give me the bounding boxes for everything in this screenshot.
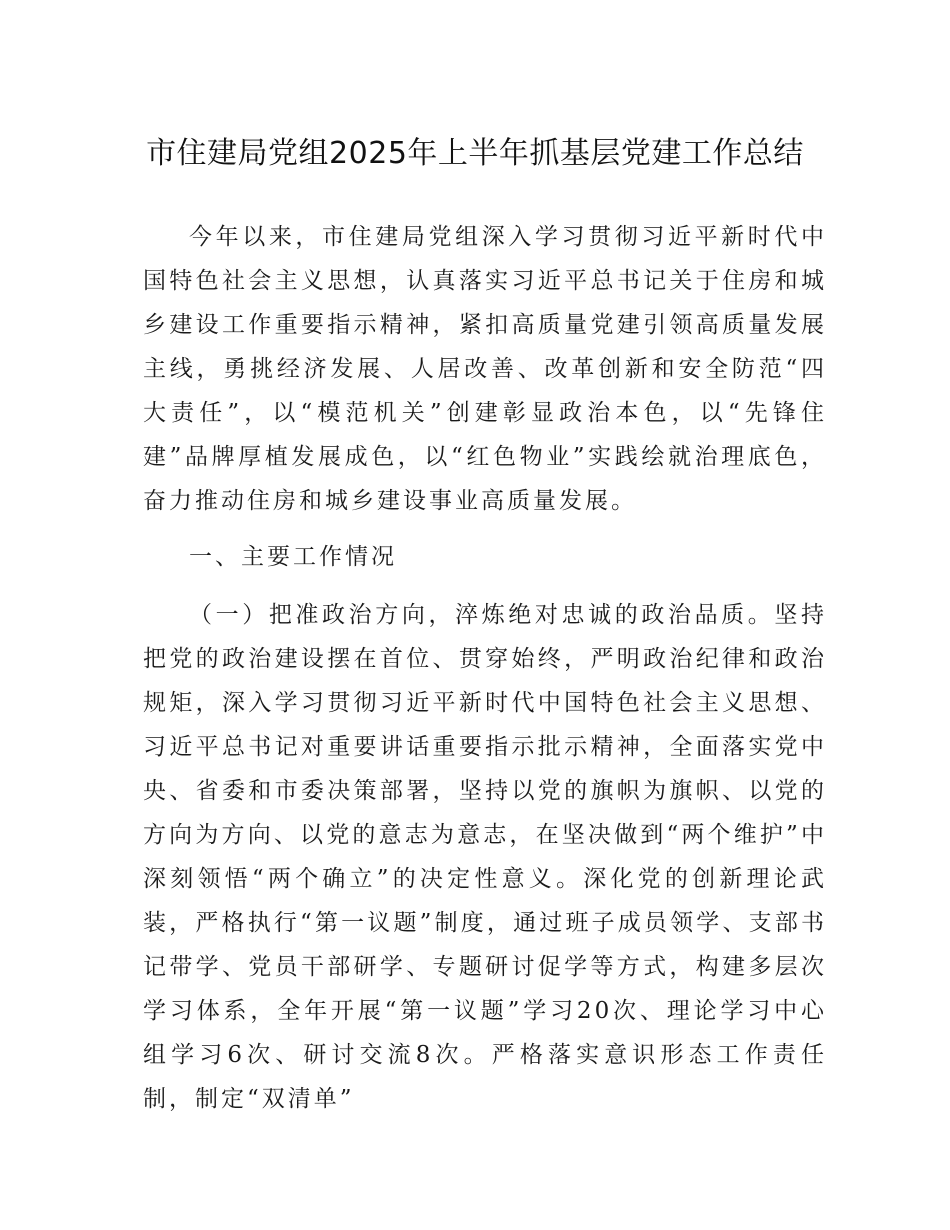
intro-paragraph: 今年以来，市住建局党组深入学习贯彻习近平新时代中国特色社会主义思想，认真落实习近平总书记关于住房和城乡建设工作重要指示精神，紧扣高质量党建引领高质量发展主线，勇挑经济发展、人居改善、改革创新和安全防范“四大责任”，以“模范机关”创建彰显政治本色，以“先锋住建”品牌厚植发展成色，以“红色物业”实践绘就治理底色，奋力推动住房和城乡建设事业高质量发展。 (143, 224, 827, 514)
document-title: 市住建局党组2025年上半年抓基层党建工作总结 (146, 136, 804, 172)
subsection-political-direction: （一）把准政治方向，淬炼绝对忠诚的政治品质。坚持把党的政治建设摆在首位、贯穿始终，严明政治纪律和政治规矩，深入学习贯彻习近平新时代中国特色社会主义思想、习近平总书记对重要讲话重要指示批示精神，全面落实党中央、省委和市委决策部署，坚持以党的旗帜为旗帜、以党的方向为方向、以党的意志为意志，在坚决做到“两个维护”中深刻领悟“两个确立”的决定性意义。深化党的创新理论武装，严格执行“第一议题”制度，通过班子成员领学、支部书记带学、党员干部研学、专题研讨促学等方式，构建多层次学习体系，全年开展“第一议题”学习20次、理论学习中心组学习6次、研讨交流8次。严格落实意识形态工作责任制，制定“双清单” (143, 602, 827, 1112)
section-heading-main-work: 一、主要工作情况 (189, 544, 397, 570)
document-body (143, 215, 827, 1121)
